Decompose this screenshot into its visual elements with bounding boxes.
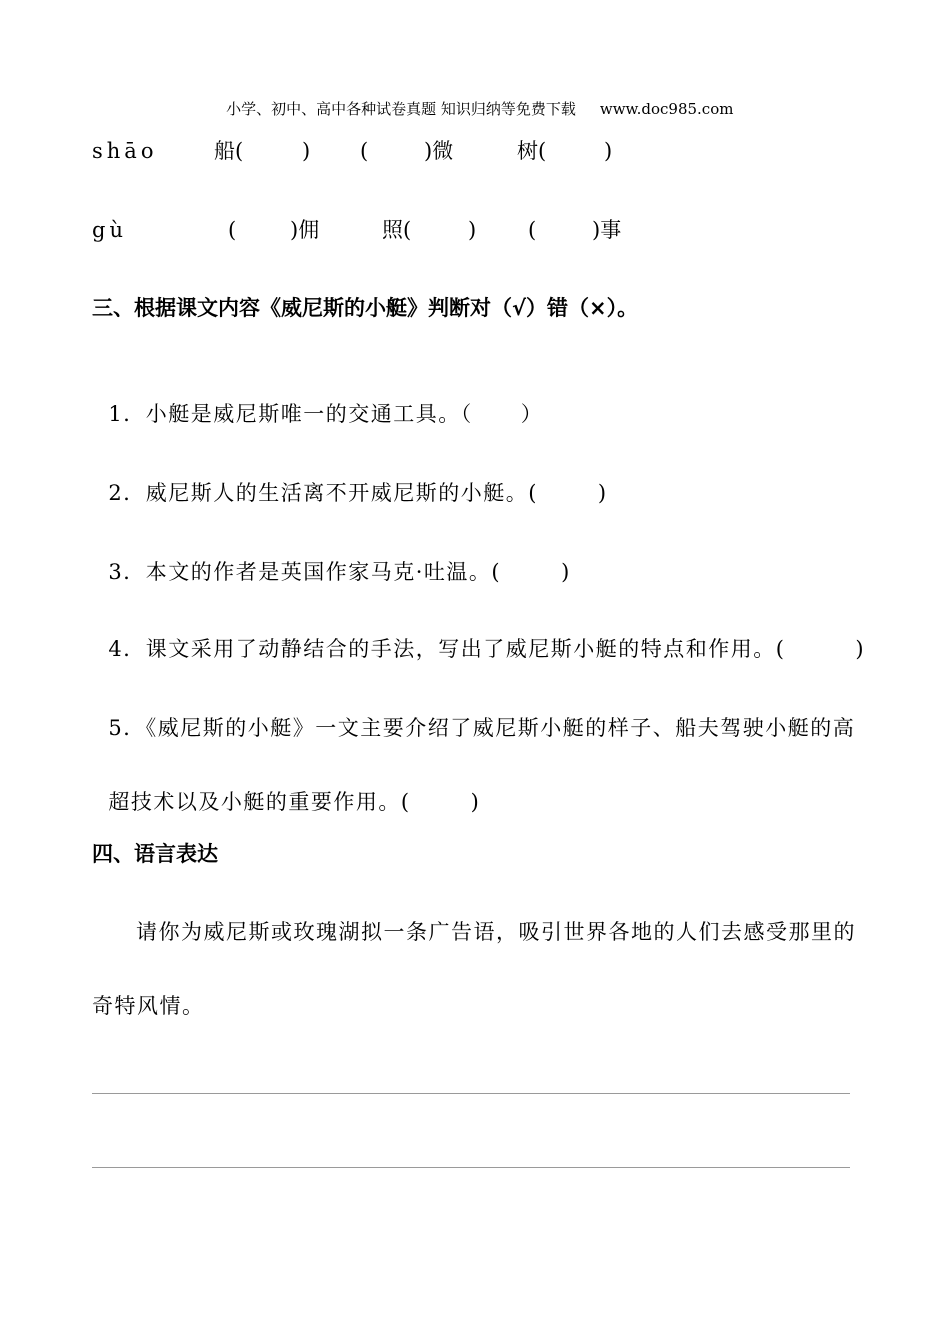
pinyin-label: gù [92, 218, 127, 242]
answer-line-1[interactable] [92, 1093, 850, 1094]
blank-close: )事 [592, 218, 622, 242]
judgment-item-1: 1．小艇是威尼斯唯一的交通工具。（ ） [108, 402, 544, 426]
blank-open: 树( [517, 139, 547, 163]
answer-line-2[interactable] [92, 1167, 850, 1168]
blank-close: )佣 [290, 218, 320, 242]
prompt-line-2: 奇特风情。 [92, 994, 205, 1018]
blank-open: 照( [382, 218, 412, 242]
blank-close: ) [604, 139, 613, 163]
blank-close: )微 [424, 139, 454, 163]
blank-open: ( [360, 139, 369, 163]
section-4-title: 四、语言表达 [92, 842, 218, 866]
prompt-line-1: 请你为威尼斯或玫瑰湖拟一条广告语，吸引世界各地的人们去感受那里的 [136, 920, 856, 944]
judgment-item-2: 2．威尼斯人的生活离不开威尼斯的小艇。( ) [108, 481, 608, 505]
blank-open: 船( [214, 139, 244, 163]
blank-close: ) [468, 218, 477, 242]
pinyin-label: shāo [92, 139, 158, 163]
header-url[interactable]: www.doc985.com [599, 100, 734, 118]
blank-close: ) [302, 139, 311, 163]
blank-open: ( [528, 218, 537, 242]
judgment-item-5-cont: 超技术以及小艇的重要作用。( ) [108, 790, 481, 814]
section-3-title: 三、根据课文内容《威尼斯的小艇》判断对（√）错（×）。 [92, 296, 639, 320]
header-text: 小学、初中、高中各种试卷真题 知识归纳等免费下载 [226, 100, 576, 118]
judgment-item-3: 3．本文的作者是英国作家马克·吐温。( ) [108, 560, 571, 584]
judgment-item-4: 4．课文采用了动静结合的手法，写出了威尼斯小艇的特点和作用。( ) [108, 637, 866, 661]
judgment-item-5: 5．《威尼斯的小艇》一文主要介绍了威尼斯小艇的样子、船夫驾驶小艇的高 [108, 716, 856, 740]
page-header [0, 76, 950, 120]
blank-open: ( [228, 218, 237, 242]
